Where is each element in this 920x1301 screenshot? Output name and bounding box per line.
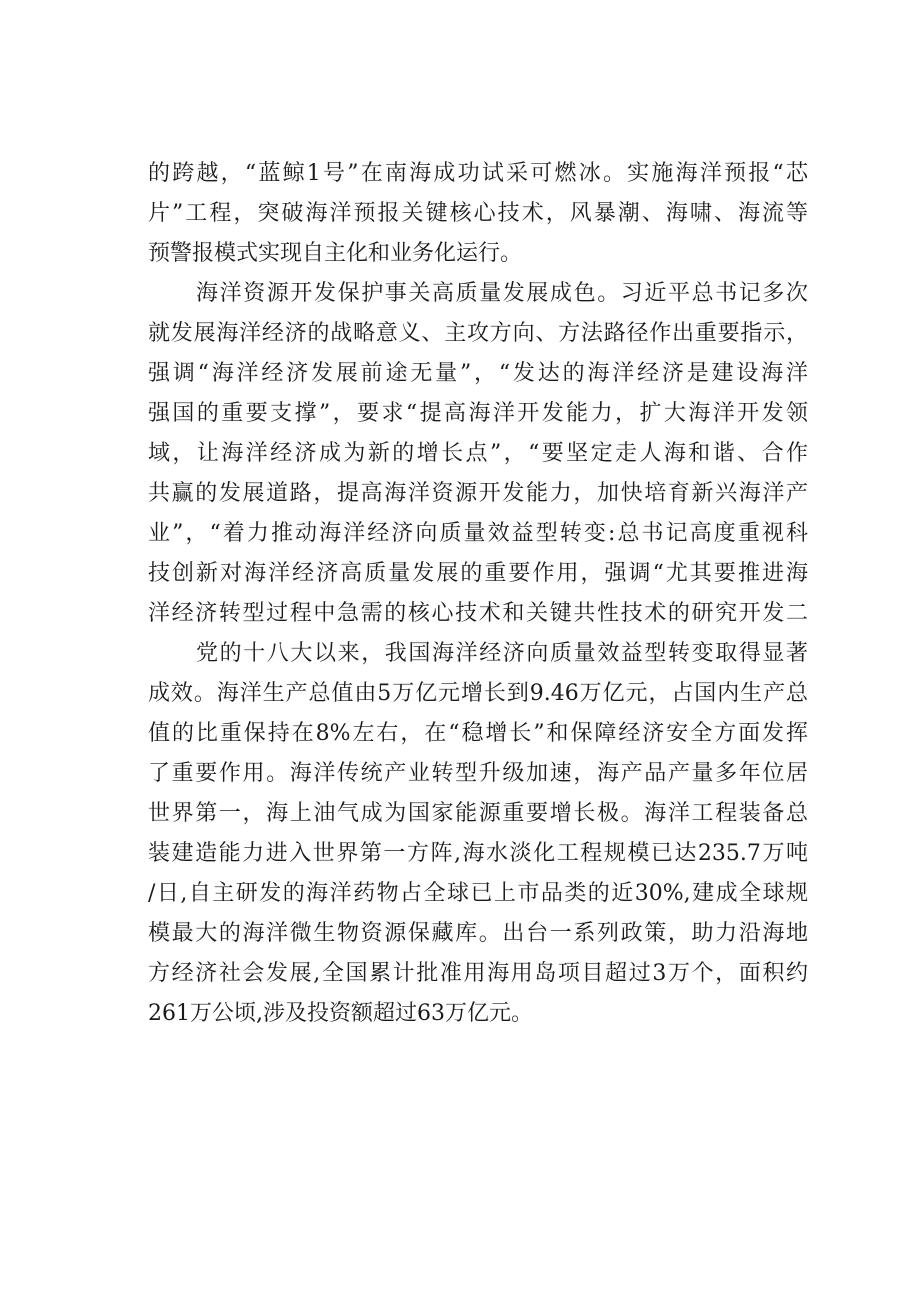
text-line: 世界第一，海上油气成为国家能源重要增长极。海洋工程装备总	[148, 801, 808, 826]
text-line: 海洋资源开发保护事关高质量发展成色。习近平总书记多次	[196, 281, 808, 306]
text-line: 片”工程，突破海洋预报关键核心技术，风暴潮、海啸、海流等	[148, 201, 808, 226]
text-line: 方经济社会发展,全国累计批准用海用岛项目超过3万个，面积约	[148, 961, 808, 986]
paragraph-2	[148, 274, 808, 634]
text-line: 洋经济转型过程中急需的核心技术和关键共性技术的研究开发二	[148, 601, 808, 626]
text-line: 模最大的海洋微生物资源保藏库。出台一系列政策，助力沿海地	[148, 921, 808, 946]
text-line: 成效。海洋生产总值由5万亿元增长到9.46万亿元，占国内生产总	[148, 681, 808, 706]
text-line: /日,自主研发的海洋药物占全球已上市品类的近30%,建成全球规	[148, 881, 808, 906]
text-line: 共赢的发展道路，提高海洋资源开发能力，加快培育新兴海洋产	[148, 481, 808, 506]
text-line: 预警报模式实现自主化和业务化运行。	[148, 241, 523, 266]
text-line: 值的比重保持在8%左右，在“稳增长”和保障经济安全方面发挥	[148, 721, 808, 746]
paragraph-3	[148, 634, 808, 1034]
text-line: 党的十八大以来，我国海洋经济向质量效益型转变取得显著	[196, 641, 808, 666]
text-line: 强调“海洋经济发展前途无量”，“发达的海洋经济是建设海洋	[148, 361, 808, 386]
text-line: 261万公顷,涉及投资额超过63万亿元。	[148, 1001, 533, 1026]
body-text	[148, 154, 808, 1034]
text-line: 装建造能力进入世界第一方阵,海水淡化工程规模已达235.7万吨	[148, 841, 808, 866]
text-line: 业”，“着力推动海洋经济向质量效益型转变:总书记高度重视科	[148, 521, 808, 546]
text-line: 技创新对海洋经济高质量发展的重要作用，强调“尤其要推进海	[148, 561, 808, 586]
text-line: 强国的重要支撑”，要求“提高海洋开发能力，扩大海洋开发领	[148, 401, 808, 426]
paragraph-1	[148, 154, 808, 274]
text-line: 的跨越，“蓝鲸1号”在南海成功试采可燃冰。实施海洋预报“芯	[148, 161, 808, 186]
text-line: 就发展海洋经济的战略意义、主攻方向、方法路径作出重要指示，	[148, 321, 808, 346]
text-line: 了重要作用。海洋传统产业转型升级加速，海产品产量多年位居	[148, 761, 808, 786]
text-line: 域，让海洋经济成为新的增长点”，“要坚定走人海和谐、合作	[148, 441, 808, 466]
